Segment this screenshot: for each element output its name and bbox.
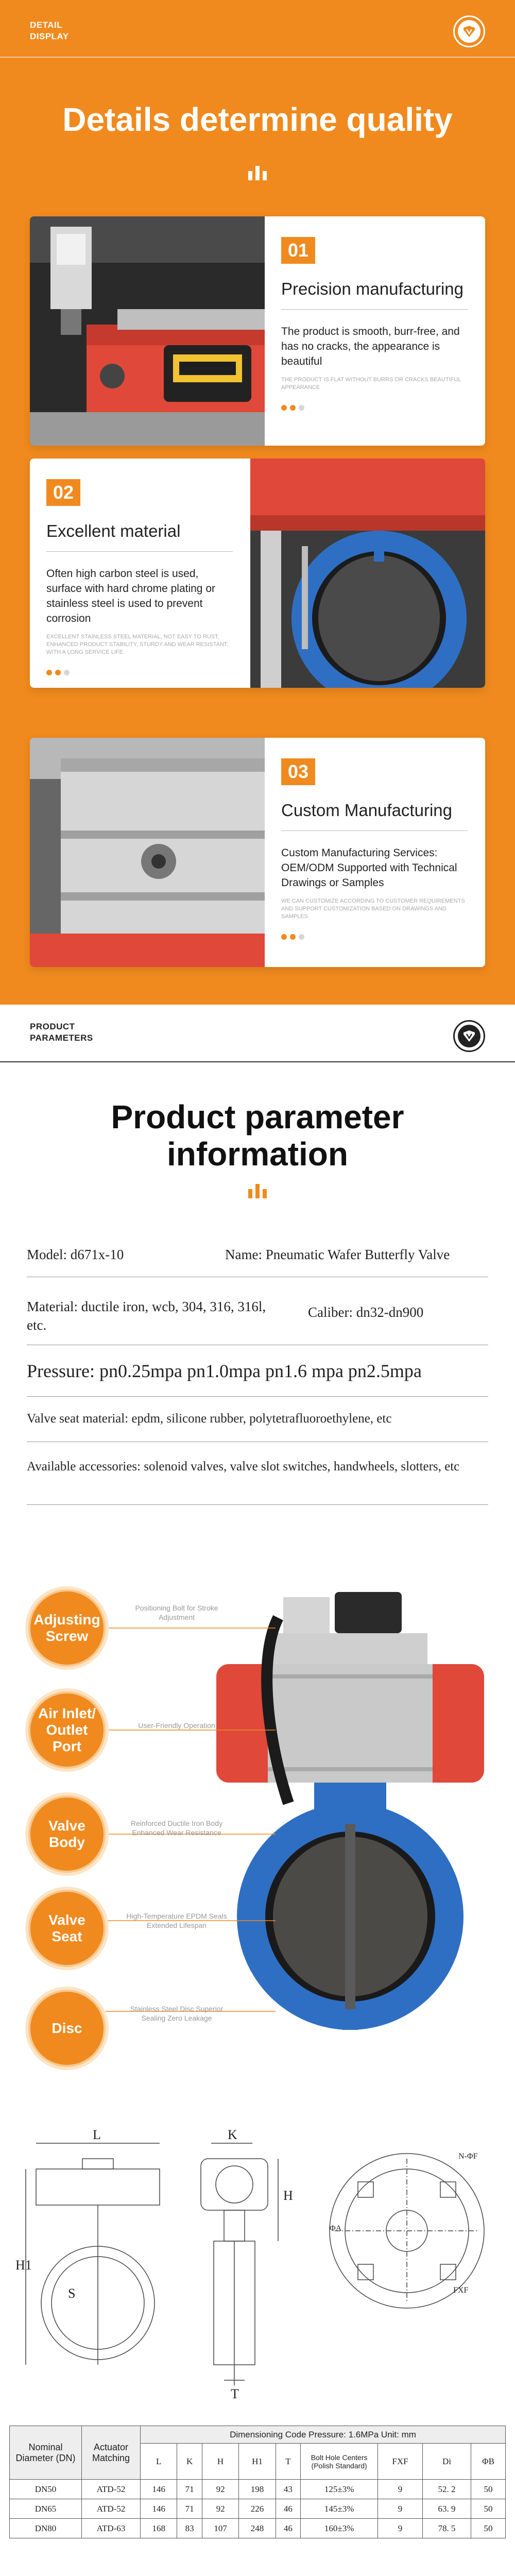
table-subheader: L K H H1 T Bolt Hole Centers (Polish Standard) FXF Di ΦB	[10, 2444, 506, 2480]
detail-display-section	[0, 0, 515, 1005]
feature-valve-body: Valve Body	[28, 1795, 106, 1873]
pagination-dots	[281, 934, 468, 940]
row-divider	[27, 1396, 488, 1397]
dim-S: S	[68, 2286, 76, 2301]
card-divider	[46, 551, 233, 552]
param-model: Model: d671x-10	[27, 1247, 124, 1262]
feature-note: Positioning Bolt for Stroke Adjustment	[135, 1604, 218, 1621]
detail-card-custom	[30, 738, 485, 967]
card-heading: Custom Manufacturing	[281, 801, 452, 820]
dim-K: K	[228, 2128, 237, 2142]
card-heading: Precision manufacturing	[281, 279, 464, 298]
card-description: Custom Manufacturing Services: OEM/ODM Supported with Technical Drawings or Samples	[281, 847, 457, 889]
section-label: PRODUCT PARAMETERS	[30, 1022, 93, 1043]
pagination-dots	[46, 670, 233, 675]
section-divider	[0, 57, 515, 58]
feature-valve-seat: Valve Seat	[28, 1890, 106, 1967]
card-description: The product is smooth, burr-free, and has no cracks, the appearance is beautiful	[281, 326, 460, 367]
param-row-model	[27, 1247, 488, 1263]
section-title: Product parameter information	[111, 1098, 404, 1173]
param-material: Material: ductile iron, wcb, 304, 316, 316l, etc.	[27, 1299, 266, 1333]
dim-n-phiF: N-ΦF	[458, 2152, 478, 2161]
param-pressure: Pressure: pn0.25mpa pn1.0mpa pn1.6 mpa pn2.5mpa	[27, 1361, 422, 1381]
dimension-table	[9, 2426, 506, 2538]
decorative-bars-icon	[245, 1184, 270, 1198]
param-name: Name: Pneumatic Wafer Butterfly Valve	[225, 1247, 450, 1262]
table-row: DN80 ATD-63 168 83 107 248 46 160±3% 9 78. 5 50	[10, 2519, 506, 2538]
card-heading: Excellent material	[46, 521, 181, 540]
detail-card-precision	[30, 216, 485, 446]
feature-note: User-Friendly Operation	[138, 1721, 215, 1730]
feature-note: Stainless Steel Disc Superior Sealing Zero Leakage	[130, 2005, 224, 2022]
table-row: DN50 ATD-52 146 71 92 198 43 125±3% 9 52. 2 50	[10, 2480, 506, 2499]
card-divider	[281, 309, 468, 310]
card-caption: THE PRODUCT IS FLAT WITHOUT BURRS OR CRACKS BEAUTIFUL APPEARANCE	[281, 377, 461, 391]
dim-phiA: ΦA	[330, 2224, 342, 2233]
dim-L: L	[93, 2128, 101, 2142]
feature-air-port: Air Inlet/ Outlet Port	[28, 1691, 106, 1769]
dim-H: H	[283, 2188, 293, 2203]
th-actuator: Actuator Matching	[82, 2426, 141, 2480]
product-photo	[30, 738, 265, 967]
card-text	[265, 738, 485, 967]
feature-disc: Disc	[28, 1990, 106, 2067]
card-number: 02	[46, 479, 80, 506]
detail-card-material	[30, 459, 485, 688]
card-caption: EXCELLENT STAINLESS STEEL MATERIAL, NOT EASY TO RUST, ENHANCED PRODUCT STABILITY, STURDY AND WEAR RESISTANT, WITH A LONG SERVICE LIFE	[46, 634, 229, 655]
section-divider	[0, 1061, 515, 1062]
dim-H1: H1	[15, 2258, 32, 2273]
product-photo	[30, 216, 265, 446]
param-caliber: Caliber: dn32-dn900	[308, 1304, 424, 1320]
card-caption: WE CAN CUSTOMIZE ACCORDING TO CUSTOMER REQUIREMENTS AND SUPPORT CUSTOMIZATION BASED ON DRAWINGS AND SAMPLES	[281, 898, 465, 920]
card-text	[30, 459, 250, 688]
product-photo	[250, 459, 485, 688]
th-dims: Dimensioning Code Pressure: 1.6MPa Unit: mm	[141, 2426, 506, 2444]
feature-note: High-Temperature EPDM Seals Extended Lifespan	[126, 1912, 227, 1929]
feature-adjusting-screw: Adjusting Screw	[28, 1589, 106, 1667]
card-number: 03	[281, 758, 315, 785]
param-accessories: Available accessories: solenoid valves, valve slot switches, handwheels, slotters, etc	[27, 1460, 460, 1473]
feature-note: Reinforced Ductile Iron Body Enhanced Wear Resistance	[130, 1819, 223, 1837]
param-seat-material: Valve seat material: epdm, silicone rubber, polytetrafluoroethylene, etc	[27, 1412, 392, 1426]
decorative-bars-icon	[245, 166, 270, 180]
row-divider	[27, 1504, 488, 1505]
card-text	[265, 216, 485, 446]
brand-badge-icon	[453, 15, 485, 47]
section-title: Details determine quality	[62, 101, 453, 138]
th-nominal-diameter: Nominal Diameter (DN)	[10, 2426, 82, 2480]
brand-badge-icon	[453, 1020, 485, 1052]
section-label: DETAIL DISPLAY	[30, 20, 69, 41]
technical-drawing	[15, 2128, 500, 2406]
pagination-dots	[281, 405, 468, 411]
dim-T: T	[231, 2386, 239, 2401]
dim-FXF: FXF	[453, 2286, 469, 2295]
card-number: 01	[281, 237, 315, 264]
card-description: Often high carbon steel is used, surface with hard chrome plating or stainless steel is used to prevent corrosion	[46, 568, 215, 624]
table-row: DN65 ATD-52 146 71 92 226 46 145±3% 9 63. 9 50	[10, 2499, 506, 2519]
